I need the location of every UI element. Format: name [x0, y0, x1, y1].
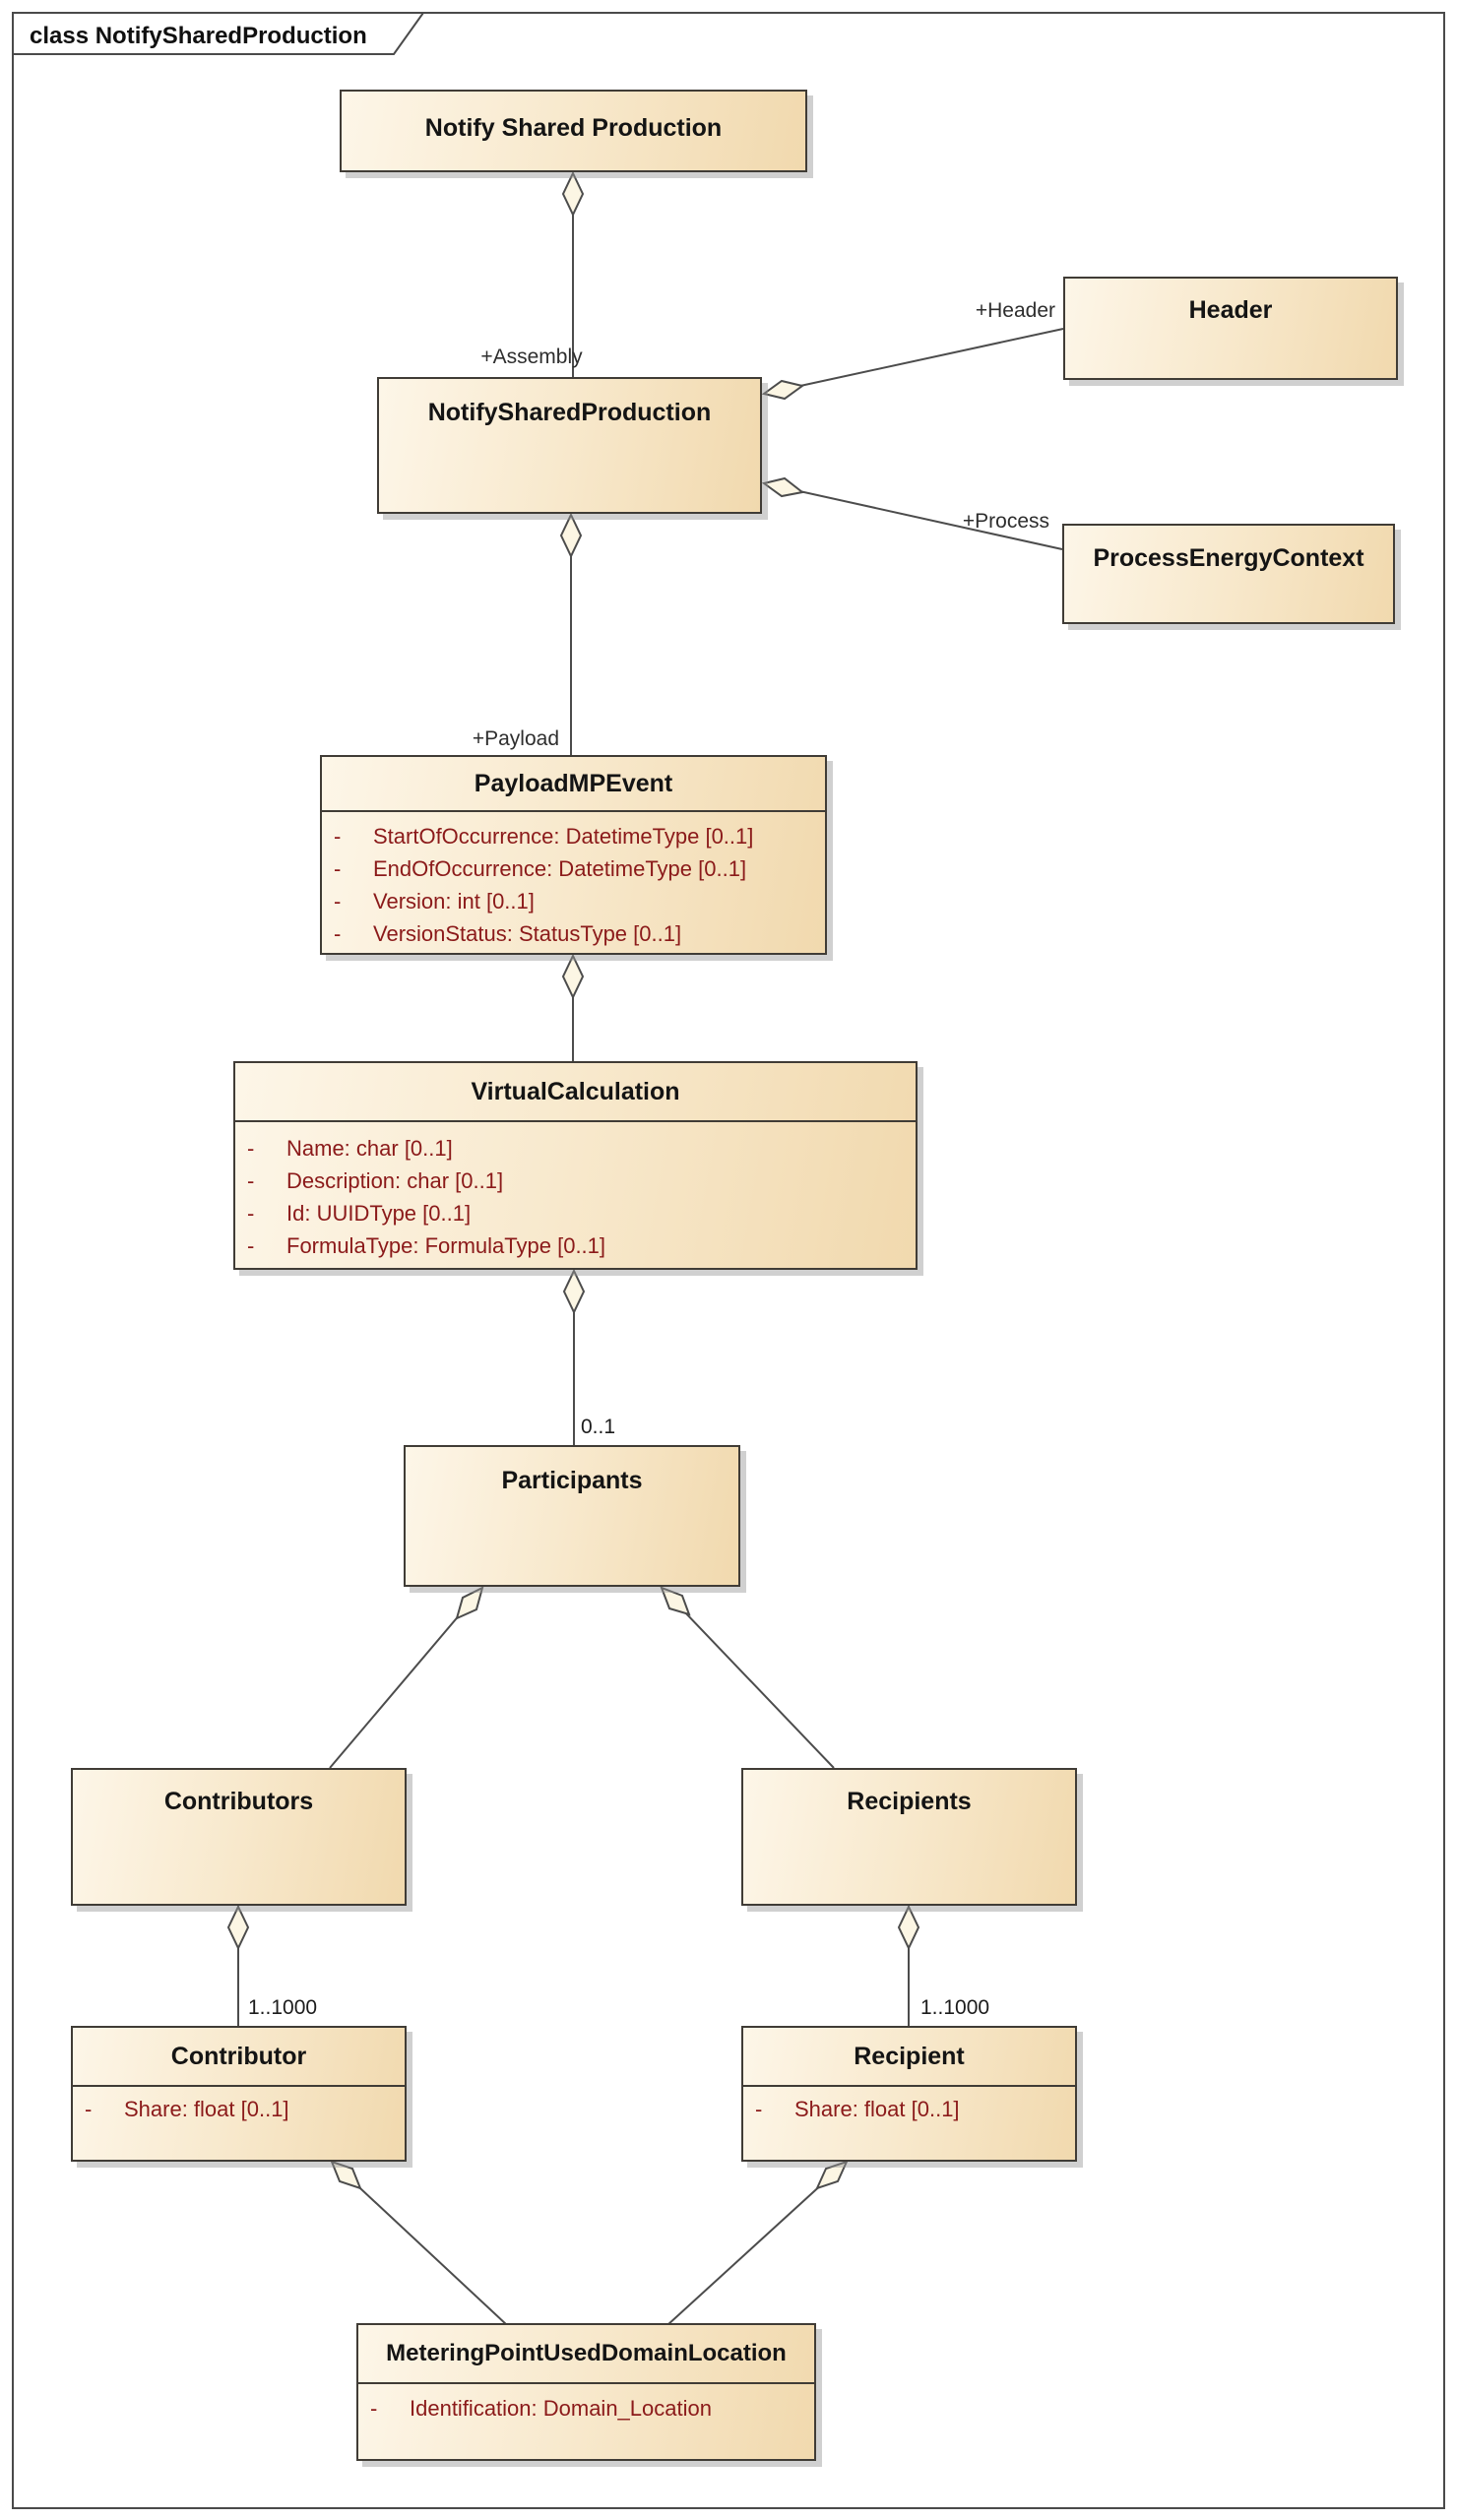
- attributes-compartment: [743, 2085, 1075, 2125]
- aggregation-diamond: [561, 515, 581, 556]
- attribute: - Share: float [0..1]: [755, 2097, 960, 2121]
- class-name: ProcessEnergyContext: [1093, 544, 1364, 572]
- aggregation-diamond: [457, 1588, 482, 1618]
- class-name: MeteringPointUsedDomainLocation: [386, 2340, 787, 2366]
- role-label-process: +Process: [962, 510, 1049, 533]
- attributes-compartment: [73, 2085, 405, 2125]
- multiplicity-recipient: 1..1000: [920, 1996, 990, 2019]
- class-contributor[interactable]: [71, 2026, 407, 2162]
- attribute: - Share: float [0..1]: [85, 2097, 289, 2121]
- class-recipient[interactable]: [741, 2026, 1077, 2162]
- class-name: Header: [1188, 296, 1273, 324]
- attribute: - EndOfOccurrence: DatetimeType [0..1]: [334, 856, 747, 881]
- multiplicity-participants: 0..1: [581, 1416, 616, 1438]
- class-notify-shared-production[interactable]: [340, 90, 807, 172]
- class-name: NotifySharedProduction: [427, 399, 712, 426]
- role-label-payload: +Payload: [472, 727, 559, 750]
- class-name: Participants: [501, 1467, 643, 1494]
- aggregation-diamond: [563, 956, 583, 997]
- aggregation-diamond: [332, 2162, 360, 2188]
- class-name: Notify Shared Production: [424, 114, 723, 142]
- attribute: - Name: char [0..1]: [247, 1136, 453, 1161]
- role-label-header: +Header: [975, 299, 1055, 322]
- class-name: Contributor: [170, 2043, 307, 2070]
- class-recipients[interactable]: [741, 1768, 1077, 1906]
- attribute: - StartOfOccurrence: DatetimeType [0..1]: [334, 824, 754, 849]
- attribute: - Description: char [0..1]: [247, 1168, 504, 1193]
- aggregation-diamond: [764, 478, 802, 496]
- class-participants[interactable]: [404, 1445, 740, 1587]
- class-name: Recipients: [847, 1788, 972, 1815]
- class-name: VirtualCalculation: [471, 1078, 680, 1105]
- class-header[interactable]: [1063, 277, 1398, 380]
- class-virtualcalculation[interactable]: [233, 1061, 918, 1270]
- attributes-compartment: [358, 2382, 814, 2425]
- aggregation-diamond: [662, 1588, 689, 1614]
- aggregation-diamond: [764, 381, 802, 399]
- attribute: - Id: UUIDType [0..1]: [247, 1201, 472, 1226]
- aggregation-diamond: [564, 1271, 584, 1312]
- class-processenergycontext[interactable]: [1062, 524, 1395, 624]
- attributes-compartment: [322, 810, 825, 950]
- class-meteringpointuseddomainlocation[interactable]: [356, 2323, 816, 2461]
- class-name: Recipient: [854, 2043, 965, 2070]
- class-name: PayloadMPEvent: [474, 770, 673, 797]
- diagram-title: class NotifySharedProduction: [30, 23, 367, 49]
- aggregation-diamond: [817, 2162, 847, 2188]
- multiplicity-contributor: 1..1000: [248, 1996, 318, 2019]
- aggregation-diamond: [228, 1907, 248, 1948]
- class-notifysharedproduction[interactable]: [377, 377, 762, 514]
- attributes-compartment: [235, 1120, 916, 1262]
- attribute: - Version: int [0..1]: [334, 889, 535, 914]
- aggregation-diamond: [899, 1907, 919, 1948]
- connector-header: [764, 329, 1063, 394]
- attribute: - VersionStatus: StatusType [0..1]: [334, 921, 682, 946]
- class-contributors[interactable]: [71, 1768, 407, 1906]
- class-payloadmpevent[interactable]: [320, 755, 827, 955]
- attribute: - Identification: Domain_Location: [370, 2396, 712, 2421]
- role-label-assembly: +Assembly: [480, 346, 583, 368]
- attribute: - FormulaType: FormulaType [0..1]: [247, 1233, 606, 1258]
- class-name: Contributors: [163, 1788, 314, 1815]
- aggregation-diamond: [563, 173, 583, 215]
